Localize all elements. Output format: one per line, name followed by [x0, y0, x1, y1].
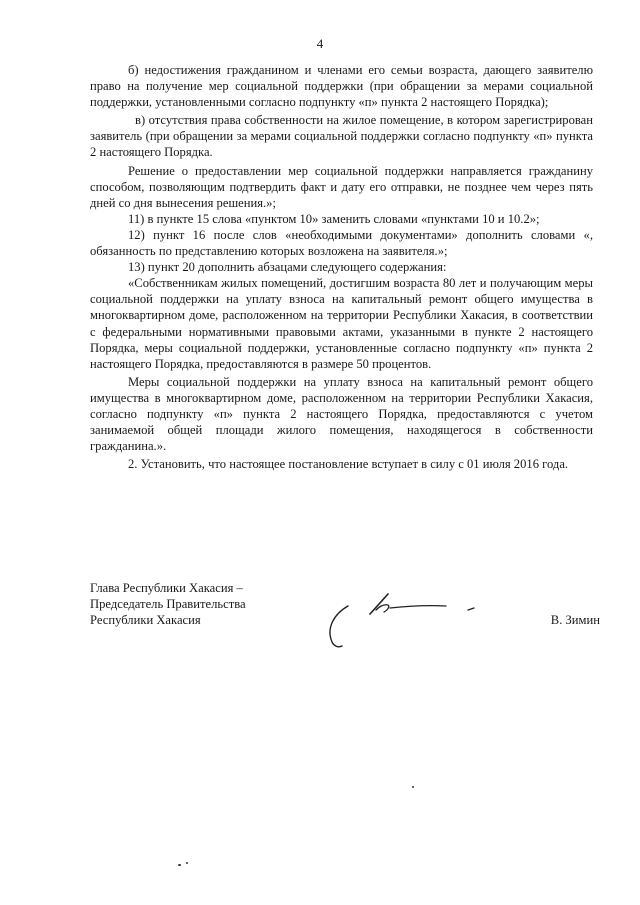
- paragraph-effective-date: 2. Установить, что настоящее постановление вступает в силу с 01 июля 2016 года.: [128, 457, 569, 472]
- scan-speck: [178, 864, 181, 866]
- signatory-title-line: Председатель Правительства: [90, 597, 246, 612]
- signatory-title-line: Глава Республики Хакасия –: [90, 581, 243, 595]
- scan-speck: [412, 786, 414, 788]
- paragraph-item-b: б) недостижения гражданином и членами его семьи возраста, дающего заявителю право на получение мер социальной поддержки (при обращении за мерами социальной поддержки, установленными согласно подпункту «п» пункта 2 настоящего Порядка);: [90, 63, 593, 110]
- scan-speck: [186, 862, 188, 864]
- document-body: [90, 62, 593, 472]
- paragraph-support-measures: Меры социальной поддержки на уплату взноса на капитальный ремонт общего имущества в многоквартирном доме, расположенном на территории Республики Хакасия, согласно подпункту «п» пункта 2 настоящего Порядка, предоставляются с учетом занимаемой общей площади жилого помещения, находящегося в собственности гражданина.».: [90, 374, 593, 454]
- paragraph-point-13: 13) пункт 20 дополнить абзацами следующего содержания:: [128, 260, 447, 275]
- page-number: 4: [316, 36, 324, 51]
- handwritten-signature: [318, 588, 488, 648]
- paragraph-point-12: 12) пункт 16 после слов «необходимыми документами» дополнить словами «, обязанность по представлению которых возложена на заявителя.»;: [90, 227, 593, 259]
- paragraph-item-v: в) отсутствия права собственности на жилое помещение, в котором зарегистрирован заявитель (при обращении за мерами социальной поддержки согласно подпункту «п» пункта 2 настоящего Порядка.: [90, 113, 593, 160]
- signatory-title-line: Республики Хакасия: [90, 613, 201, 628]
- signature-block: [90, 580, 600, 660]
- paragraph-quote-owners: «Собственникам жилых помещений, достигшим возраста 80 лет и получающим меры социальной поддержки на уплату взноса на капитальный ремонт общего имущества в многоквартирном доме, расположенном на территории Республики Хакасия, в соответствии с федеральными нормативными правовыми актами, указанными в пункте 2 настоящего Порядка, меры социальной поддержки, установленные согласно подпункту «п» пункта 2 настоящего Порядка, предоставляются в размере 50 процентов.: [90, 276, 593, 371]
- paragraph-point-11: 11) в пункте 15 слова «пунктом 10» заменить словами «пунктами 10 и 10.2»;: [128, 211, 540, 226]
- signatory-name: В. Зимин: [550, 613, 600, 627]
- paragraph-decision: Решение о предоставлении мер социальной поддержки направляется гражданину способом, позволяющим подтвердить факт и дату его отправки, не позднее чем через пять дней со дня вынесения решения.»;: [90, 163, 593, 210]
- signatory-title: [90, 580, 350, 628]
